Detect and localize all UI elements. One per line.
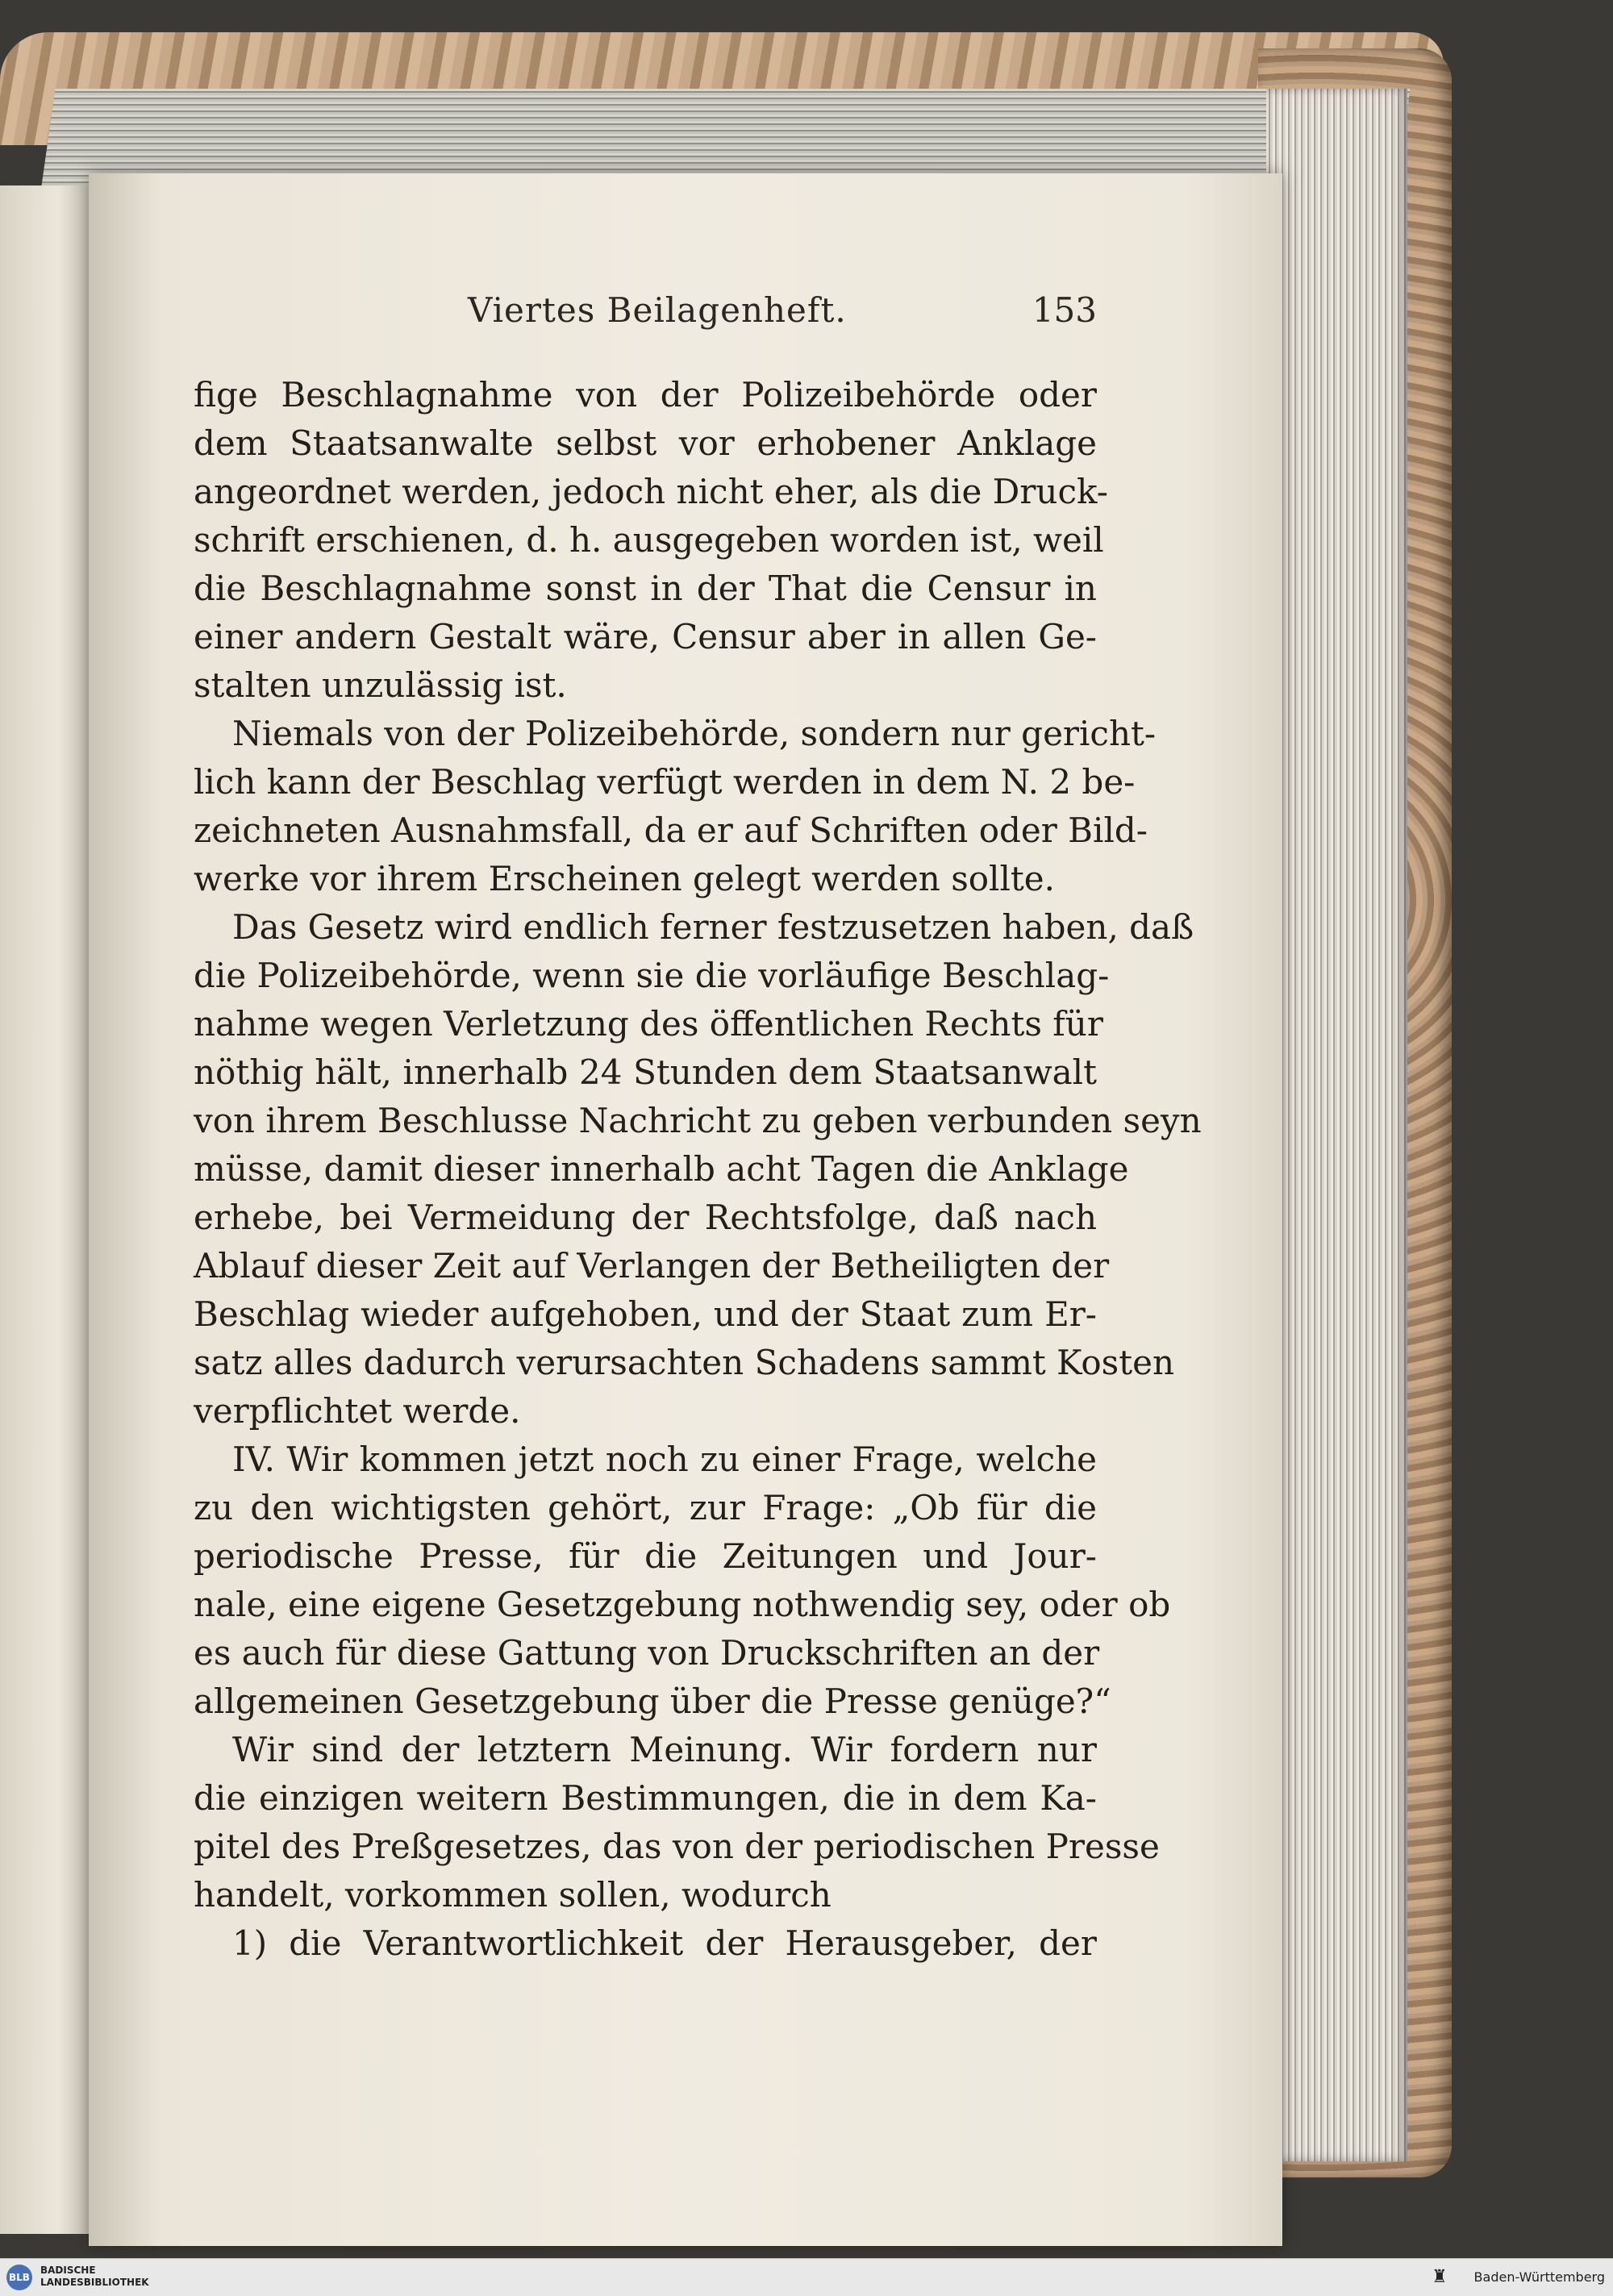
- state-coat-of-arms-icon: ♜: [1432, 2267, 1448, 2287]
- text-line: Beschlag wieder aufgehoben, und der Staat zum Er-: [194, 1294, 1097, 1334]
- text-line: periodische Presse, für die Zeitungen und Jour-: [194, 1536, 1097, 1576]
- running-head: Viertes Beilagenheft.: [468, 290, 847, 330]
- text-line: werke vor ihrem Erscheinen gelegt werden sollte.: [194, 859, 1055, 898]
- text-line: satz alles dadurch verursachten Schadens sammt Kosten: [194, 1343, 1174, 1382]
- library-name-line2: LANDESBIBLIOTHEK: [40, 2277, 149, 2288]
- text-line: schrift erschienen, d. h. ausgegeben worden ist, weil: [194, 520, 1104, 560]
- text-line: es auch für diese Gattung von Druckschriften an der: [194, 1633, 1100, 1673]
- text-line: nale, eine eigene Gesetzgebung nothwendig sey, oder ob: [194, 1585, 1171, 1624]
- blb-logo-icon[interactable]: BLB: [6, 2265, 32, 2290]
- text-line: zeichneten Ausnahmsfall, da er auf Schriften oder Bild-: [194, 810, 1148, 850]
- text-line: die Polizeibehörde, wenn sie die vorläufige Beschlag-: [194, 956, 1110, 995]
- text-line: nahme wegen Verletzung des öffentlichen Rechts für: [194, 1004, 1103, 1044]
- page-edges-right: [1266, 89, 1407, 2161]
- text-line: angeordnet werden, jedoch nicht eher, als die Druck-: [194, 472, 1108, 511]
- library-name[interactable]: [40, 2265, 149, 2289]
- text-line: 1) die Verantwortlichkeit der Herausgeber, der: [232, 1923, 1097, 1963]
- library-name-line1: BADISCHE: [40, 2265, 96, 2276]
- state-label[interactable]: Baden-Württemberg: [1473, 2269, 1605, 2285]
- text-line: fige Beschlagnahme von der Polizeibehörde oder: [194, 375, 1097, 415]
- text-line: erhebe, bei Vermeidung der Rechtsfolge, daß nach: [194, 1198, 1097, 1237]
- text-line: dem Staatsanwalte selbst vor erhobener Anklage: [194, 423, 1097, 463]
- text-line: Das Gesetz wird endlich ferner festzusetzen haben, daß: [232, 907, 1194, 947]
- body-text: [194, 371, 1202, 1968]
- text-line: einer andern Gestalt wäre, Censur aber in allen Ge-: [194, 617, 1097, 656]
- text-line: pitel des Preßgesetzes, das von der periodischen Presse: [194, 1827, 1160, 1866]
- text-line: stalten unzulässig ist.: [194, 665, 567, 705]
- text-line: die Beschlagnahme sonst in der That die Censur in: [194, 569, 1097, 608]
- text-line: verpflichtet werde.: [194, 1391, 521, 1431]
- page-edges-top: [42, 89, 1411, 185]
- text-line: Wir sind der letztern Meinung. Wir fordern nur: [232, 1730, 1097, 1769]
- text-line: IV. Wir kommen jetzt noch zu einer Frage, welche: [232, 1440, 1097, 1479]
- text-line: von ihrem Beschlusse Nachricht zu geben verbunden seyn: [194, 1101, 1202, 1140]
- left-page-edge: [0, 185, 97, 2234]
- text-line: lich kann der Beschlag verfügt werden in dem N. 2 be-: [194, 762, 1136, 802]
- text-line: allgemeinen Gesetzgebung über die Presse genüge?“: [194, 1681, 1111, 1721]
- page-header: [194, 290, 1097, 339]
- page-number: 153: [1032, 290, 1097, 330]
- text-line: Niemals von der Polizeibehörde, sondern nur gericht-: [232, 714, 1157, 753]
- text-line: zu den wichtigsten gehört, zur Frage: „Ob für die: [194, 1488, 1097, 1527]
- text-line: müsse, damit dieser innerhalb acht Tagen die Anklage: [194, 1149, 1129, 1189]
- text-line: nöthig hält, innerhalb 24 Stunden dem Staatsanwalt: [194, 1052, 1097, 1092]
- text-line: die einzigen weitern Bestimmungen, die in dem Ka-: [194, 1778, 1097, 1818]
- text-line: Ablauf dieser Zeit auf Verlangen der Betheiligten der: [194, 1246, 1110, 1286]
- footer-bar: [0, 2258, 1613, 2296]
- text-line: handelt, vorkommen sollen, wodurch: [194, 1875, 832, 1915]
